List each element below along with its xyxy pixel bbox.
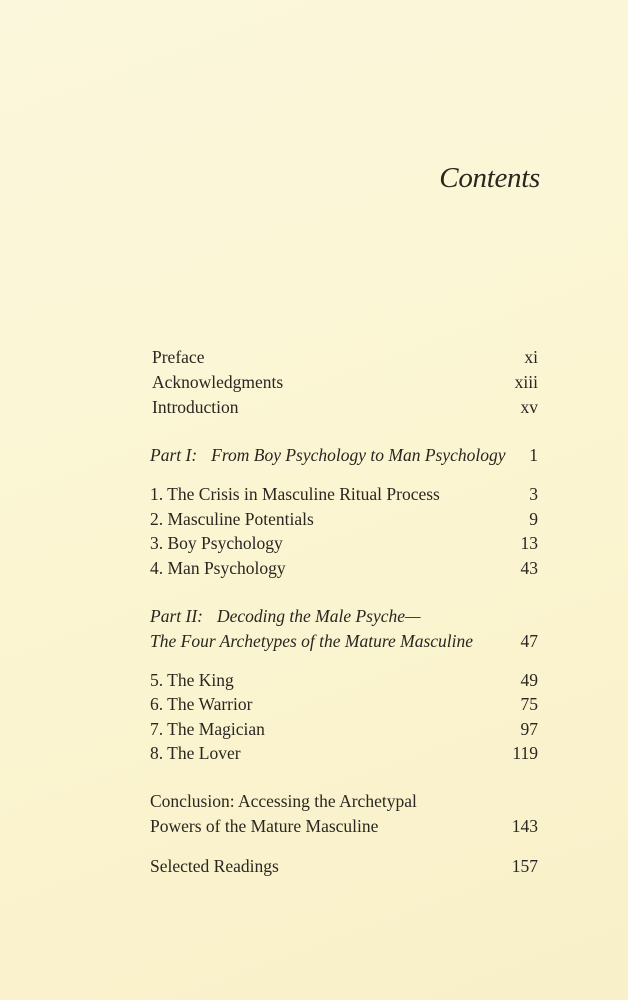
part-prefix: Part I:: [150, 445, 198, 465]
entry-label: Acknowledgments: [152, 372, 284, 392]
entry-page: xi: [524, 347, 538, 367]
entry-page: 49: [520, 670, 538, 690]
entry-page: 9: [529, 509, 538, 529]
entry-page: 43: [520, 558, 538, 578]
entry-page: 47: [520, 631, 538, 651]
toc-part-1: [150, 443, 538, 467]
toc-chapter: [150, 531, 538, 555]
toc-chapter: [150, 668, 538, 692]
entry-label: Introduction: [152, 397, 239, 417]
entry-label: 8. The Lover: [150, 743, 241, 763]
toc-conclusion-line1: [150, 789, 538, 813]
entry-page: 119: [512, 743, 538, 763]
toc-chapter: [150, 556, 538, 580]
toc-entry-preface: [152, 345, 538, 369]
entry-label: Powers of the Mature Masculine: [150, 816, 379, 836]
toc-chapter: [150, 717, 538, 741]
entry-label: Conclusion: Accessing the Archetypal: [150, 791, 417, 811]
entry-label: 3. Boy Psychology: [150, 533, 283, 553]
part-subtitle: The Four Archetypes of the Mature Masculine: [150, 631, 474, 651]
entry-page: 157: [511, 856, 538, 876]
part-title: From Boy Psychology to Man Psychology: [211, 445, 506, 465]
entry-page: xiii: [514, 372, 538, 392]
toc-part-2-line1: [150, 604, 538, 628]
entry-label: 5. The King: [150, 670, 234, 690]
toc-chapter: [150, 507, 538, 531]
entry-label: Preface: [152, 347, 205, 367]
toc-entry-acknowledgments: [152, 370, 538, 394]
part-prefix: Part II:: [150, 606, 203, 626]
entry-page: 143: [511, 816, 538, 836]
part-title: Decoding the Male Psyche—: [216, 606, 421, 626]
entry-label: 6. The Warrior: [150, 694, 253, 714]
toc-conclusion-line2: [150, 814, 538, 838]
entry-page: 1: [529, 445, 538, 465]
entry-page: 75: [520, 694, 538, 714]
entry-label: Selected Readings: [150, 856, 279, 876]
toc-selected-readings: [150, 854, 538, 878]
page-title: Contents: [439, 162, 540, 194]
entry-label: 4. Man Psychology: [150, 558, 286, 578]
toc-chapter: [150, 741, 538, 765]
entry-label: 2. Masculine Potentials: [150, 509, 314, 529]
toc-entry-introduction: [152, 395, 538, 419]
entry-label: 7. The Magician: [150, 719, 265, 739]
toc-chapter: [150, 482, 538, 506]
entry-page: 13: [520, 533, 538, 553]
entry-page: 97: [520, 719, 538, 739]
toc-part-2-line2: [150, 629, 538, 653]
entry-page: 3: [529, 484, 538, 504]
entry-page: xv: [520, 397, 538, 417]
entry-label: 1. The Crisis in Masculine Ritual Process: [150, 484, 440, 504]
toc-chapter: [150, 692, 538, 716]
